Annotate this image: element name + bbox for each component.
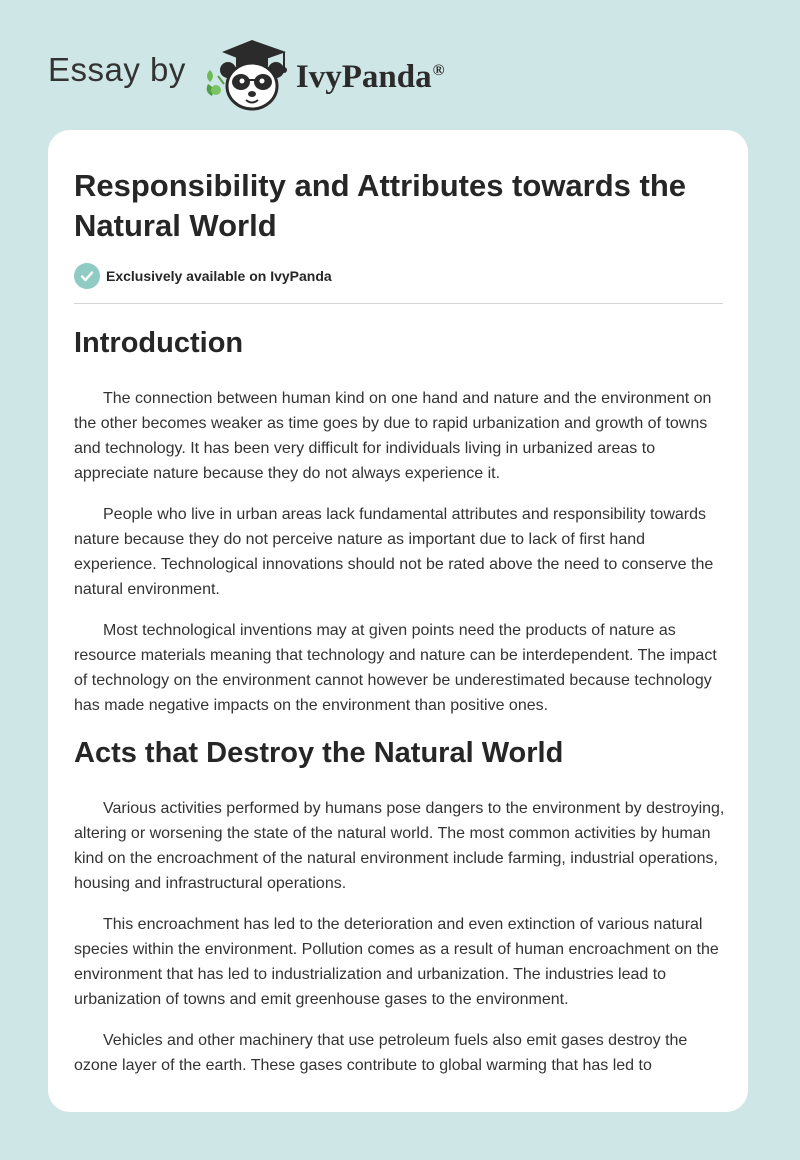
site-header <box>48 34 445 114</box>
section-heading-acts: Acts that Destroy the Natural World <box>74 737 564 769</box>
essay-by-label: Essay by <box>48 51 186 88</box>
paragraph: The connection between human kind on one hand and nature and the environment on the other becomes weaker as time goes by due to rapid urbanization and growth of towns and technology. It has been very difficult for individuals living in urbanized areas to appreciate nature because they do not always experience it. <box>74 390 712 482</box>
registered-mark: ® <box>432 61 445 79</box>
exclusive-label: Exclusively available on IvyPanda <box>106 268 332 284</box>
brand-name-text: IvyPanda <box>295 58 432 95</box>
check-circle-icon <box>74 263 100 289</box>
paragraph: Various activities performed by humans pose dangers to the environment by destroying, altering or worsening the state of the natural world. The most common activities by human kind on the encroachment of the natural environment include farming, industrial operations, housing and infrastructural operations. <box>74 800 725 892</box>
exclusive-badge <box>74 263 332 289</box>
brand-wordmark[interactable] <box>296 59 445 96</box>
section-heading-introduction: Introduction <box>74 327 244 359</box>
essay-card <box>48 130 748 1112</box>
essay-title: Responsibility and Attributes towards the Natural World <box>74 168 687 243</box>
paragraph: This encroachment has led to the deterioration and even extinction of various natural species within the environment. Pollution comes as a result of human encroachment on the environment that has led to industrialization and urbanization. The industries lead to urbanization of towns and emit greenhouse gases to the environment. <box>74 916 719 1008</box>
paragraph: Most technological inventions may at given points need the products of nature as resource materials meaning that technology and nature can be interdependent. The impact of technology on the environment cannot however be underestimated because technology has made negative impacts on the environment than positive ones. <box>74 622 717 714</box>
paragraph: People who live in urban areas lack fundamental attributes and responsibility towards nature because they do not perceive nature as important due to lack of first hand experience. Technological innovations should not be rated above the need to conserve the natural environment. <box>74 506 714 598</box>
panda-logo-icon[interactable] <box>202 34 294 114</box>
paragraph: Vehicles and other machinery that use petroleum fuels also emit gases destroy the ozone layer of the earth. These gases contribute to global warming that has led to <box>74 1032 688 1074</box>
title-divider <box>74 303 723 304</box>
